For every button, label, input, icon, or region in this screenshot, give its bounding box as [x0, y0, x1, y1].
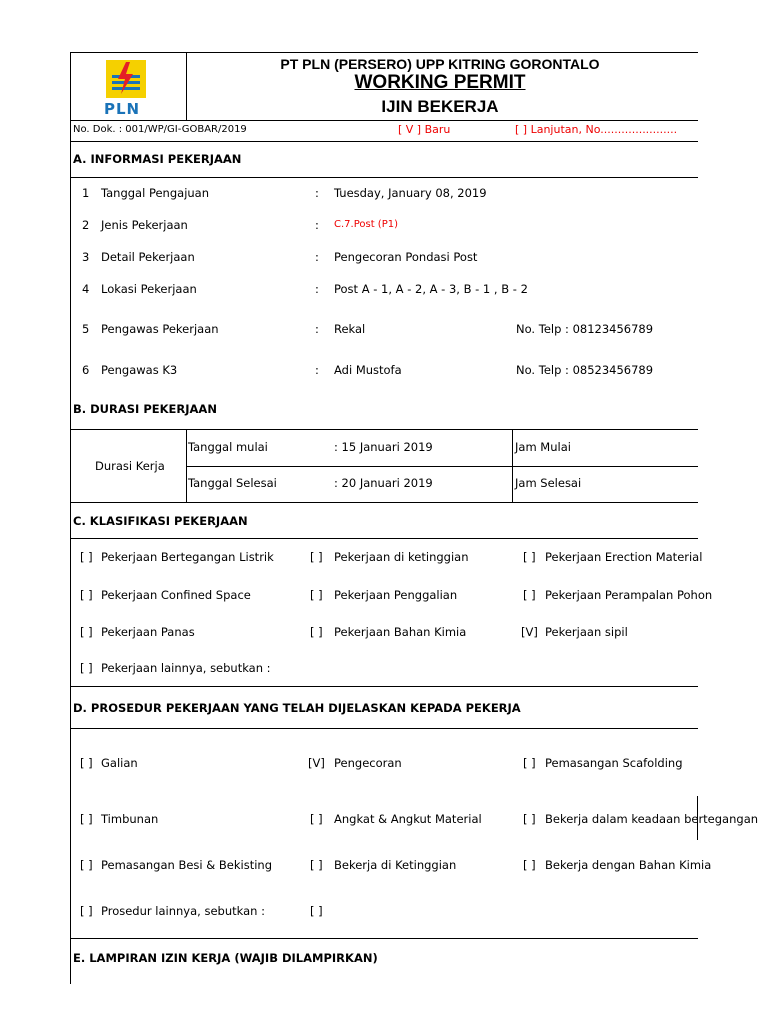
document-subtitle: IJIN BEKERJA	[381, 97, 499, 116]
checkbox-label: Pengecoran	[334, 756, 402, 770]
checkbox[interactable]: [ ]	[310, 812, 323, 826]
row-label: Tanggal Pengajuan	[101, 186, 210, 200]
checkbox-label: Pemasangan Besi & Bekisting	[101, 858, 273, 872]
checkbox[interactable]: [ ]	[523, 588, 536, 602]
checkbox[interactable]: [ ]	[80, 588, 93, 602]
durasi-kerja-label: Durasi Kerja	[95, 459, 165, 473]
row-colon: :	[315, 186, 319, 200]
header-line	[70, 120, 698, 121]
checkbox-label: Pekerjaan Panas	[101, 625, 195, 639]
jam-selesai-label: Jam Selesai	[515, 476, 582, 490]
document-title: WORKING PERMIT	[354, 72, 526, 93]
row-colon: :	[315, 322, 319, 336]
top-border	[70, 52, 698, 53]
section-c-line	[70, 538, 698, 539]
company-name: PT PLN (PERSERO) UPP KITRING GORONTALO	[280, 56, 600, 72]
status-lanjutan: [ ] Lanjutan, No......................	[515, 123, 678, 136]
row-label: Detail Pekerjaan	[101, 250, 195, 264]
pengawas-k3-value: Adi Mustofa	[334, 363, 402, 377]
row-colon: :	[315, 250, 319, 264]
pengawas-pekerjaan-phone: No. Telp : 08123456789	[516, 322, 654, 336]
section-e-title: E. LAMPIRAN IZIN KERJA (WAJIB DILAMPIRKAN)	[73, 951, 378, 965]
section-c-title: C. KLASIFIKASI PEKERJAAN	[73, 514, 248, 528]
logo-divider	[186, 52, 187, 120]
checkbox[interactable]: [ ]	[310, 858, 323, 872]
pengawas-k3-phone: No. Telp : 08523456789	[516, 363, 654, 377]
row-number: 4	[82, 282, 90, 296]
section-a-line	[70, 177, 698, 178]
tanggal-mulai-label: Tanggal mulai	[188, 440, 268, 454]
tanggal-mulai-value: : 15 Januari 2019	[334, 440, 433, 454]
docno-line	[70, 141, 698, 142]
checkbox[interactable]: [ ]	[80, 625, 93, 639]
checkbox[interactable]: [ ]	[310, 550, 323, 564]
section-a-title: A. INFORMASI PEKERJAAN	[73, 152, 242, 166]
checkbox[interactable]: [ ]	[523, 550, 536, 564]
checkbox-label: Pekerjaan Bertegangan Listrik	[101, 550, 274, 564]
row-label: Pengawas Pekerjaan	[101, 322, 219, 336]
checkbox-label: Pemasangan Scafolding	[545, 756, 683, 770]
checkbox-label: Pekerjaan sipil	[545, 625, 628, 639]
detail-pekerjaan-value: Pengecoran Pondasi Post	[334, 250, 478, 264]
section-b-title: B. DURASI PEKERJAAN	[73, 402, 217, 416]
checkbox-label: Pekerjaan Bahan Kimia	[334, 625, 467, 639]
section-c-bottom-line	[70, 686, 698, 687]
doc-number: No. Dok. : 001/WP/GI-GOBAR/2019	[73, 124, 247, 135]
left-border	[70, 52, 71, 984]
lokasi-pekerjaan-value: Post A - 1, A - 2, A - 3, B - 1 , B - 2	[334, 282, 528, 296]
checkbox[interactable]: [ ]	[310, 904, 323, 918]
checkbox-label: Pekerjaan Confined Space	[101, 588, 251, 602]
checkbox[interactable]: [ ]	[80, 858, 93, 872]
checkbox[interactable]: [ ]	[523, 756, 536, 770]
section-e-line	[70, 938, 698, 939]
checkbox[interactable]: [ ]	[310, 625, 323, 639]
checkbox-label: Galian	[101, 756, 138, 770]
pengawas-pekerjaan-value: Rekal	[334, 322, 366, 336]
row-number: 5	[82, 322, 90, 336]
section-d-line	[70, 728, 698, 729]
checkbox-label: Timbunan	[101, 812, 159, 826]
jenis-pekerjaan-value: C.7.Post (P1)	[334, 219, 398, 230]
durasi-bottom-line	[70, 502, 698, 503]
checkbox-label: Pekerjaan Erection Material	[545, 550, 703, 564]
tanggal-selesai-value: : 20 Januari 2019	[334, 476, 433, 490]
checkbox[interactable]: [ ]	[80, 756, 93, 770]
jam-mulai-label: Jam Mulai	[515, 440, 571, 454]
checkbox[interactable]: [ ]	[80, 812, 93, 826]
checkbox[interactable]: [V]	[308, 756, 325, 770]
row-number: 3	[82, 250, 90, 264]
section-d-title: D. PROSEDUR PEKERJAAN YANG TELAH DIJELASKAN KEPADA PEKERJA	[73, 701, 521, 715]
checkbox-label: Bekerja di Ketinggian	[334, 858, 457, 872]
row-label: Pengawas K3	[101, 363, 178, 377]
checkbox[interactable]: [ ]	[80, 550, 93, 564]
tanggal-pengajuan-value: Tuesday, January 08, 2019	[334, 186, 487, 200]
checkbox[interactable]: [ ]	[310, 588, 323, 602]
row-colon: :	[315, 363, 319, 377]
status-baru: [ V ] Baru	[398, 123, 451, 136]
checkbox[interactable]: [ ]	[523, 858, 536, 872]
checkbox-label: Bekerja dalam keadaan bertegangan	[545, 812, 759, 826]
row-label: Jenis Pekerjaan	[101, 218, 188, 232]
checkbox-label: Pekerjaan di ketinggian	[334, 550, 469, 564]
logo-text: PLN	[104, 100, 141, 118]
row-number: 2	[82, 218, 90, 232]
row-colon: :	[315, 282, 319, 296]
row-label: Lokasi Pekerjaan	[101, 282, 197, 296]
durasi-col-2	[512, 429, 513, 502]
checkbox-label: Angkat & Angkut Material	[334, 812, 482, 826]
durasi-col-1	[186, 429, 187, 502]
checkbox-label: Prosedur lainnya, sebutkan :	[101, 904, 265, 918]
checkbox-label: Pekerjaan Penggalian	[334, 588, 458, 602]
checkbox[interactable]: [ ]	[80, 661, 93, 675]
row-number: 6	[82, 363, 90, 377]
checkbox-label: Pekerjaan lainnya, sebutkan :	[101, 661, 271, 675]
row-colon: :	[315, 218, 319, 232]
checkbox[interactable]: [ ]	[523, 812, 536, 826]
durasi-mid-line	[186, 466, 698, 467]
tanggal-selesai-label: Tanggal Selesai	[188, 476, 277, 490]
checkbox[interactable]: [V]	[521, 625, 538, 639]
section-b-line	[70, 429, 698, 430]
checkbox[interactable]: [ ]	[80, 904, 93, 918]
checkbox-label: Bekerja dengan Bahan Kimia	[545, 858, 712, 872]
row-number: 1	[82, 186, 90, 200]
checkbox-label: Pekerjaan Perampalan Pohon	[545, 588, 713, 602]
